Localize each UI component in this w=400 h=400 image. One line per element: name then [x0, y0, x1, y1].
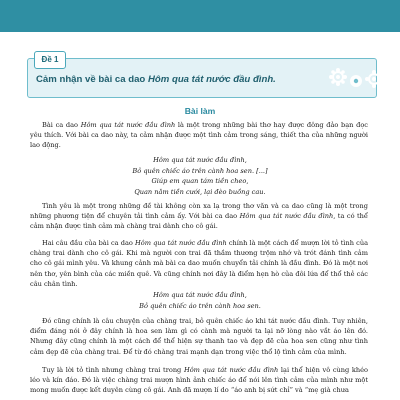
- paragraph-text: Tuy là lời tỏ tình nhưng chàng trai trong: [42, 366, 184, 374]
- poem-line: Hôm qua tát nước đầu đình,: [153, 156, 247, 164]
- paragraph-5: [30, 365, 368, 396]
- paragraph-italic: Hôm qua tát nước đầu đình: [183, 366, 279, 374]
- paragraph-text: chính là một cách để mượn lời tỏ tình của chàng trai dành cho cô gái. Khi mà người con trai đã thầm thương trộm nhớ và trót đánh tình cảm cho cô gái mình yêu. Và khung cảnh mà bài ca dao muốn chuyển tải chính là đầu đình. Đó là một nơi nên thơ, yên bình của các miền quê. Và cũng chính nơi đây là điểm hẹn hò của đôi lứa để thổ thẻ các câu chân tình.: [30, 239, 368, 288]
- poem-line: Bỏ quên chiếc áo trên cành hoa sen.: [139, 301, 261, 310]
- top-color-band: [0, 0, 400, 32]
- exercise-number-tab: Đề 1: [34, 51, 66, 69]
- paragraph-text: Hai câu đầu của bài ca dao: [42, 239, 135, 247]
- section-title: Bài làm: [184, 106, 216, 116]
- paragraph-4: Đó cũng chính là câu chuyện của chàng trai, bỏ quên chiếc áo khi tát nước đầu đình. Tuy nhiên, điểm đáng nói ở đây chính là hoa sen làm gì có cành mà người ta lại nỡ lòng nào vắt áo lên đó. Nhưng đây cũng chính là một cách để thể hiện sự thanh tao và đẹp đẽ của hoa sen cũng như tình cảm đẹp đẽ của chàng trai. Để từ đó chàng trai mạnh dạn trong việc thổ lộ tình cảm của mình.: [30, 317, 368, 356]
- flower-icon: [329, 68, 347, 86]
- exercise-title-text: Cảm nhận về bài ca dao: [36, 74, 148, 85]
- poem-line: Bỏ quên chiếc áo trên cành hoa sen. [...]: [132, 166, 268, 175]
- paragraph-italic: Hôm qua tát nước đầu đình: [134, 239, 227, 247]
- poem-line: Hôm qua tát nước đầu đình,: [153, 291, 247, 299]
- paragraph-3: [30, 238, 368, 289]
- poem-line: Giúp em quan tám tiền cheo,: [151, 177, 249, 185]
- poem-excerpt-2: [22, 290, 378, 311]
- flower-decoration: [324, 63, 384, 97]
- paragraph-text: lại thể hiện vô cùng khéo léo và kín đáo. Đó là việc chàng trai mượn hình ảnh chiếc áo để nói lên tình cảm của mình như một mong muốn được kết duyên cùng cô gái. Anh đã mượn lí do “áo anh bị sứt chỉ” và “mẹ già chưa: [30, 366, 368, 395]
- paragraph-text: Tình yêu là một trong những đề tài không còn xa lạ trong thơ văn và ca dao cũng là một trong những phương tiện để chuyên tải tình cảm ấy. Với bài ca dao: [30, 202, 368, 221]
- poem-excerpt-1: [22, 155, 378, 197]
- paragraph-text: Bài ca dao: [42, 121, 81, 129]
- poem-line: Quan năm tiền cưới, lại đèo buồng cau.: [134, 187, 266, 196]
- paragraph-italic: Hôm qua tát nước đầu đình: [80, 121, 176, 129]
- paragraph-1: [30, 120, 368, 151]
- paragraph-text: , ta có thể cảm nhận được tình cảm mà chàng trai dành cho cô gái.: [30, 212, 368, 231]
- paragraph-2: [30, 201, 368, 232]
- exercise-header: [27, 55, 377, 98]
- flower-icon: [365, 70, 383, 88]
- exercise-title-italic: Hôm qua tát nước đầu đình.: [147, 74, 276, 85]
- document-page: [22, 44, 378, 400]
- paragraph-text: là một trong những bài thơ hay được đông đảo bạn đọc yêu thích. Với bài ca dao này, ta cảm nhận được một tình cảm trong sáng, thiết tha của những người lao động.: [30, 121, 368, 150]
- paragraph-italic: Hôm qua tát nước đầu đình: [239, 212, 334, 221]
- flower-icon: [350, 75, 362, 87]
- exercise-title: [36, 74, 276, 85]
